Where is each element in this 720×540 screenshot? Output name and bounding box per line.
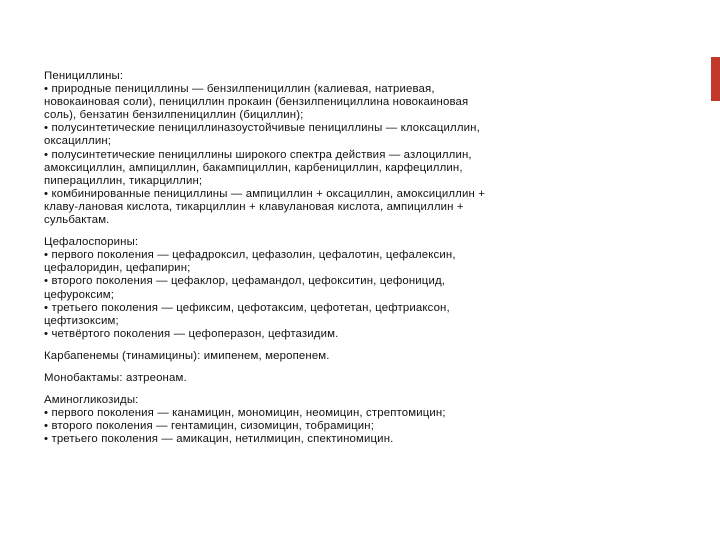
text-section	[44, 372, 664, 385]
text-line: • природные пенициллины — бензилпенициллин (калиевая, натриевая,	[44, 83, 435, 96]
section-heading-line: Пенициллины:	[44, 70, 124, 82]
text-line: новокаиновая соли), пенициллин прокаин (бензилпенициллина новокаиновая	[44, 96, 469, 109]
text-line: сульбактам.	[44, 214, 110, 227]
section-heading-line: Карбапенемы (тинамицины): имипенем, меропенем.	[44, 349, 330, 362]
text-line: • первого поколения — канамицин, мономицин, неомицин, стрептомицин;	[44, 407, 446, 420]
section-heading-line: Аминогликозиды:	[44, 394, 139, 407]
text-line: • второго поколения — цефаклор, цефамандол, цефокситин, цефоницид,	[44, 275, 446, 288]
text-section	[44, 236, 664, 341]
accent-bar	[711, 57, 720, 101]
text-line: цефтизоксим;	[44, 314, 119, 327]
text-line: • первого поколения — цефадроксил, цефазолин, цефалотин, цефалексин,	[44, 249, 456, 262]
text-line: • полусинтетические пенициллины широкого спектра действия — азлоциллин,	[44, 148, 472, 161]
text-line: цефуроксим;	[44, 288, 115, 301]
text-line: • комбинированные пенициллины — ампициллин + оксациллин, амоксициллин +	[44, 187, 486, 200]
text-line: • полусинтетические пенициллиназоустойчивые пенициллины — клоксациллин,	[44, 122, 480, 135]
text-line: пиперациллин, тикарциллин;	[44, 174, 203, 187]
section-heading-line: Цефалоспорины:	[44, 236, 139, 249]
text-line: • четвёртого поколения — цефоперазон, цефтазидим.	[44, 327, 339, 340]
text-line: цефалоридин, цефапирин;	[44, 262, 191, 275]
text-line: • третьего поколения — амикацин, нетилмицин, спектиномицин.	[44, 433, 394, 446]
text-section	[44, 350, 664, 363]
text-line: • второго поколения — гентамицин, сизомицин, тобрамицин;	[44, 420, 375, 433]
section-heading-line: Монобактамы: азтреонам.	[44, 371, 187, 384]
text-line: амоксициллин, ампициллин, бакампициллин, карбенициллин, карфециллин,	[44, 161, 463, 174]
text-line: оксациллин;	[44, 135, 112, 148]
slide-body-text	[44, 70, 664, 455]
text-section	[44, 70, 664, 227]
text-line: клаву-лановая кислота, тикарциллин + клавулановая кислота, ампициллин +	[44, 200, 464, 213]
text-line: • третьего поколения — цефиксим, цефотаксим, цефотетан, цефтриаксон,	[44, 301, 450, 314]
text-line: соль), бензатин бензилпенициллин (бициллин);	[44, 109, 304, 122]
text-section	[44, 394, 664, 446]
